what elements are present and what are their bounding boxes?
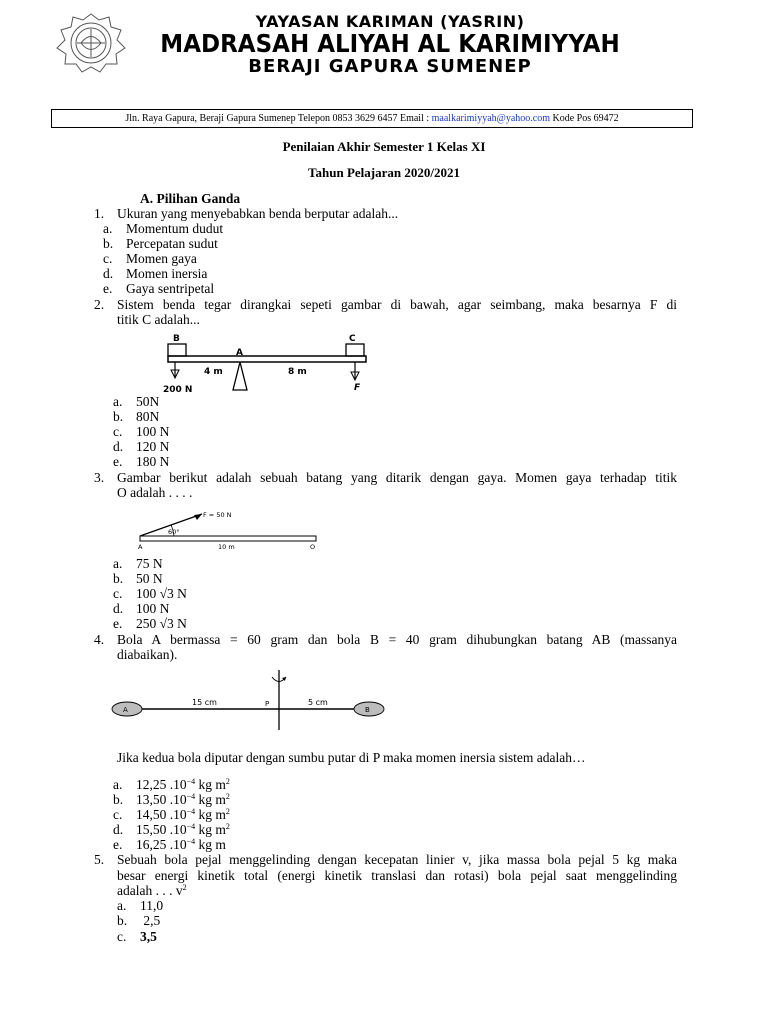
q3-label-length: 10 m [218,543,235,551]
section-heading: A. Pilihan Ganda [140,191,241,206]
q5-text-line2: besar energi kinetik total (energi kinetik translasi dan rotasi) bola pejal saat menggelinding [117,868,677,883]
q3-option-c: 100 √3 N [136,586,187,601]
q4-option-e-letter: e. [113,837,123,852]
q3-label-force: F = 50 N [203,511,232,519]
q2-option-a: 50N [136,394,160,409]
postal-code: Kode Pos 69472 [550,113,619,124]
q3-option-b: 50 N [136,571,163,586]
q1-option-b-letter: b. [103,236,114,251]
q2-option-c: 100 N [136,424,170,439]
q4-label-b: B [365,706,370,714]
q2-option-d-letter: d. [113,439,124,454]
q2-label-d2: 8 m [288,367,307,377]
q3-option-d: 100 N [136,601,170,616]
q4-text-line1: Bola A bermassa = 60 gram dan bola B = 40 gram dihubungkan batang AB (massanya [117,632,677,647]
q3-option-a: 75 N [136,556,163,571]
q4-option-d: 15,50 $.10^{-4}$ kg $m^2$ [136,822,230,837]
q4-label-a: A [123,706,128,714]
q2-option-b: 80N [136,409,160,424]
q1-option-e: Gaya sentripetal [126,281,215,296]
q2-label-c: C [349,334,356,344]
q3-option-e: 250 √3 N [136,616,187,631]
q4-option-a-letter: a. [113,777,123,792]
q4-option-d-letter: d. [113,822,124,837]
q5-option-b-letter: b. [117,913,128,928]
q2-text-line2: titik C adalah... [117,312,200,327]
q3-label-o: O [310,543,316,551]
q2-option-b-letter: b. [113,409,124,424]
school-logo-icon [55,12,127,74]
school-location: BERAJI GAPURA SUMENEP [248,56,532,77]
q4-dumbbell-figure [108,668,393,732]
q1-option-a-letter: a. [103,221,113,236]
q2-label-force: F [354,383,361,393]
q2-block-b [168,344,186,356]
q4-label-d1: 15 cm [192,698,217,707]
q1-option-d-letter: d. [103,266,114,281]
q4-followup-text: Jika kedua bola diputar dengan sumbu putar di P maka momen inersia sistem adalah… [117,750,586,765]
q2-option-e: 180 N [136,454,170,469]
q4-option-a: 12,25 $.10^{-4}$ kg $m^2$ [136,777,230,792]
school-name: MADRASAH ALIYAH AL KARIMIYYAH [160,29,620,58]
q1-option-a: Momentum dudut [126,221,224,236]
q2-option-c-letter: c. [113,424,123,439]
q3-option-d-letter: d. [113,601,124,616]
q3-label-angle: 60° [168,528,180,536]
q2-text-line1: Sistem benda tegar dirangkai sepeti gambar di bawah, agar seimbang, maka besarnya F di [117,297,677,312]
q4-option-c-letter: c. [113,807,123,822]
q3-rod [140,536,316,541]
q3-rod-figure [136,505,326,553]
q2-beam-figure [160,328,390,396]
q1-option-c-letter: c. [103,251,113,266]
q5-option-c-letter: c. [117,929,127,944]
q1-option-b: Percepatan sudut [126,236,218,251]
q3-text-line1: Gambar berikut adalah sebuah batang yang ditarik dengan gaya. Momen gaya terhadap titik [117,470,677,485]
q1-option-e-letter: e. [103,281,113,296]
address-text: Jln. Raya Gapura, Beraji Gapura Sumenep Telepon 0853 3629 6457 Email : [125,113,432,124]
q2-fulcrum [233,362,247,390]
q5-option-c: 3,5 [140,929,157,944]
q1-text: Ukuran yang menyebabkan benda berputar adalah... [117,206,399,221]
q2-label-weight: 200 N [163,385,193,395]
q3-option-e-letter: e. [113,616,123,631]
exam-title: Penilaian Akhir Semester 1 Kelas XI [282,139,486,154]
q2-option-a-letter: a. [113,394,123,409]
email-link[interactable]: maalkarimiyyah@yahoo.com [431,113,550,124]
q4-text-line2: diabaikan). [117,647,178,662]
q3-text-line2: O adalah . . . . [117,485,193,500]
q2-option-d: 120 N [136,439,170,454]
q4-option-b: 13,50 $.10^{-4}$ kg $m^2$ [136,792,230,807]
q3-option-b-letter: b. [113,571,124,586]
q1-option-d: Momen inersia [126,266,208,281]
q5-text-line3: adalah . . . $v^2$ [117,883,187,898]
q4-number: 4. [94,632,105,647]
q4-option-c: 14,50 $.10^{-4}$ kg $m^2$ [136,807,230,822]
q5-option-a: 11,0 [140,898,164,913]
address-box [51,109,693,128]
q2-label-a: A [236,348,243,358]
q5-option-a-letter: a. [117,898,127,913]
q3-label-a: A [138,543,143,551]
q5-number: 5. [94,852,105,867]
academic-year: Tahun Pelajaran 2020/2021 [308,165,460,180]
q4-label-d2: 5 cm [308,698,328,707]
q3-number: 3. [94,470,105,485]
q2-label-b: B [173,334,180,344]
q2-beam [168,356,366,362]
q5-option-b: 2,5 [140,913,161,928]
q4-label-p: P [265,700,270,708]
q4-option-e: 16,25 $.10^{-4}$ kg m [136,837,226,852]
foundation-name: YAYASAN KARIMAN (YASRIN) [255,12,525,31]
q3-option-c-letter: c. [113,586,123,601]
q1-number: 1. [94,206,105,221]
q2-option-e-letter: e. [113,454,123,469]
q2-number: 2. [94,297,105,312]
q2-block-c [346,344,364,356]
q2-label-d1: 4 m [204,367,223,377]
q4-option-b-letter: b. [113,792,124,807]
q3-option-a-letter: a. [113,556,123,571]
q5-text-line1: Sebuah bola pejal menggelinding dengan kecepatan linier v, jika massa bola pejal 5 kg maka [117,852,677,867]
q1-option-c: Momen gaya [126,251,197,266]
